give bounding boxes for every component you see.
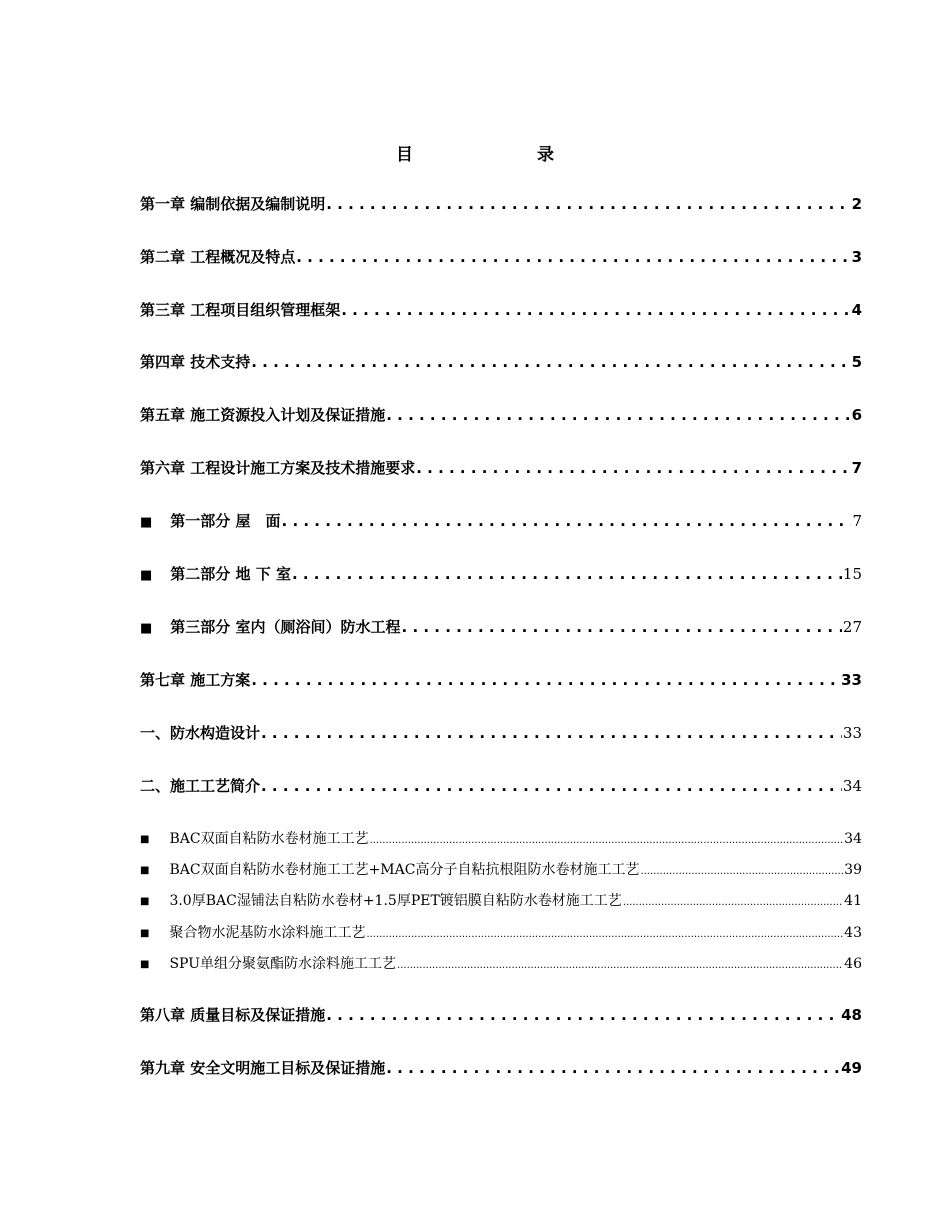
square-bullet-icon: ■ xyxy=(140,865,150,876)
toc-entry-label: 第一章 编制依据及编制说明 xyxy=(140,195,326,213)
toc-entry-page: 49 xyxy=(841,1059,862,1077)
toc-entry-label: 第二章 工程概况及特点 xyxy=(140,248,296,266)
dot-leader xyxy=(341,301,850,319)
square-bullet-icon: ■ xyxy=(140,928,150,939)
toc-entry-label: 第六章 工程设计施工方案及技术措施要求 xyxy=(140,459,416,477)
square-bullet-icon: ■ xyxy=(140,896,150,907)
toc-entry-page: 33 xyxy=(842,724,862,742)
dot-leader xyxy=(640,866,843,877)
toc-entry[interactable] xyxy=(140,1057,862,1078)
toc-entry[interactable] xyxy=(140,890,862,910)
dot-leader xyxy=(397,960,843,971)
toc-entry[interactable] xyxy=(140,510,862,531)
toc-entry-page: 43 xyxy=(844,925,862,941)
toc-entry[interactable] xyxy=(140,351,862,372)
toc-entry-label: SPU单组分聚氨酯防水涂料施工工艺 xyxy=(169,956,397,972)
toc-entry-page: 41 xyxy=(844,893,862,909)
dot-leader xyxy=(251,353,850,371)
toc-entry[interactable] xyxy=(140,922,862,942)
toc-entry-page: 7 xyxy=(851,459,862,477)
dot-leader xyxy=(416,459,850,477)
square-bullet-icon: ■ xyxy=(140,515,153,530)
toc-entry-page: 3 xyxy=(851,248,862,266)
toc-entry-label: 第四章 技术支持 xyxy=(140,353,251,371)
toc-entry-label: 第七章 施工方案 xyxy=(140,671,251,689)
square-bullet-icon: ■ xyxy=(140,568,153,583)
toc-entry[interactable] xyxy=(140,722,862,743)
toc-entry[interactable] xyxy=(140,828,862,848)
toc-entry-page: 48 xyxy=(841,1006,862,1024)
dot-leader xyxy=(366,929,843,940)
dot-leader xyxy=(370,835,844,846)
toc-entry-label: 第五章 施工资源投入计划及保证措施 xyxy=(140,406,386,424)
toc-entry[interactable] xyxy=(140,193,862,214)
toc-entry-label: 第一部分 屋 面 xyxy=(170,512,281,530)
toc-entry[interactable] xyxy=(140,1004,862,1025)
toc-entry-label: 3.0厚BAC湿铺法自粘防水卷材+1.5厚PET镀铝膜自粘防水卷材施工工艺 xyxy=(169,893,622,909)
dot-leader xyxy=(326,1006,840,1024)
dot-leader xyxy=(292,565,842,583)
toc-entry-page: 6 xyxy=(851,406,862,424)
toc-entry[interactable] xyxy=(140,299,862,320)
toc-entry[interactable] xyxy=(140,859,862,879)
toc-entry[interactable] xyxy=(140,246,862,267)
toc-entry-label: 二、施工工艺简介 xyxy=(140,777,261,795)
toc-entry-label: BAC双面自粘防水卷材施工工艺+MAC高分子自粘抗根阻防水卷材施工工艺 xyxy=(169,862,640,878)
toc-title: 目 录 xyxy=(396,145,584,165)
dot-leader xyxy=(261,777,842,795)
dot-leader xyxy=(296,248,850,266)
toc-entry-page: 27 xyxy=(842,618,862,636)
dot-leader xyxy=(326,195,850,213)
toc-entry-page: 4 xyxy=(851,301,862,319)
dot-leader xyxy=(623,897,843,908)
dot-leader xyxy=(386,1059,840,1077)
square-bullet-icon: ■ xyxy=(140,834,150,845)
toc-entry[interactable] xyxy=(140,563,862,584)
toc-entry-page: 33 xyxy=(841,671,862,689)
toc-entry-page: 2 xyxy=(851,195,862,213)
toc-entry-label: 第三部分 室内（厕浴间）防水工程 xyxy=(170,618,401,636)
dot-leader xyxy=(282,512,852,530)
dot-leader xyxy=(251,671,840,689)
toc-entry[interactable] xyxy=(140,669,862,690)
toc-entry-label: 一、防水构造设计 xyxy=(140,724,261,742)
toc-entry-page: 5 xyxy=(851,353,862,371)
toc-entry-page: 39 xyxy=(844,862,862,878)
toc-entry[interactable] xyxy=(140,404,862,425)
toc-entry-label: BAC双面自粘防水卷材施工工艺 xyxy=(169,831,369,847)
dot-leader xyxy=(386,406,850,424)
toc-entry-page: 34 xyxy=(844,831,862,847)
toc-entry-page: 46 xyxy=(844,956,862,972)
square-bullet-icon: ■ xyxy=(140,621,153,636)
toc-entry[interactable] xyxy=(140,775,862,796)
toc-entry-label: 第九章 安全文明施工目标及保证措施 xyxy=(140,1059,386,1077)
toc-entry[interactable] xyxy=(140,953,862,973)
dot-leader xyxy=(402,618,842,636)
toc-entry-page: 34 xyxy=(842,777,862,795)
toc-entry-label: 聚合物水泥基防水涂料施工工艺 xyxy=(169,925,366,941)
toc-entry-page: 7 xyxy=(852,512,862,530)
toc-entry-label: 第八章 质量目标及保证措施 xyxy=(140,1006,326,1024)
toc-entry[interactable] xyxy=(140,457,862,478)
toc-entry-page: 15 xyxy=(842,565,862,583)
toc-entry[interactable] xyxy=(140,616,862,637)
dot-leader xyxy=(261,724,842,742)
toc-entry-label: 第二部分 地 下 室 xyxy=(170,565,291,583)
square-bullet-icon: ■ xyxy=(140,959,150,970)
toc-entry-label: 第三章 工程项目组织管理框架 xyxy=(140,301,341,319)
